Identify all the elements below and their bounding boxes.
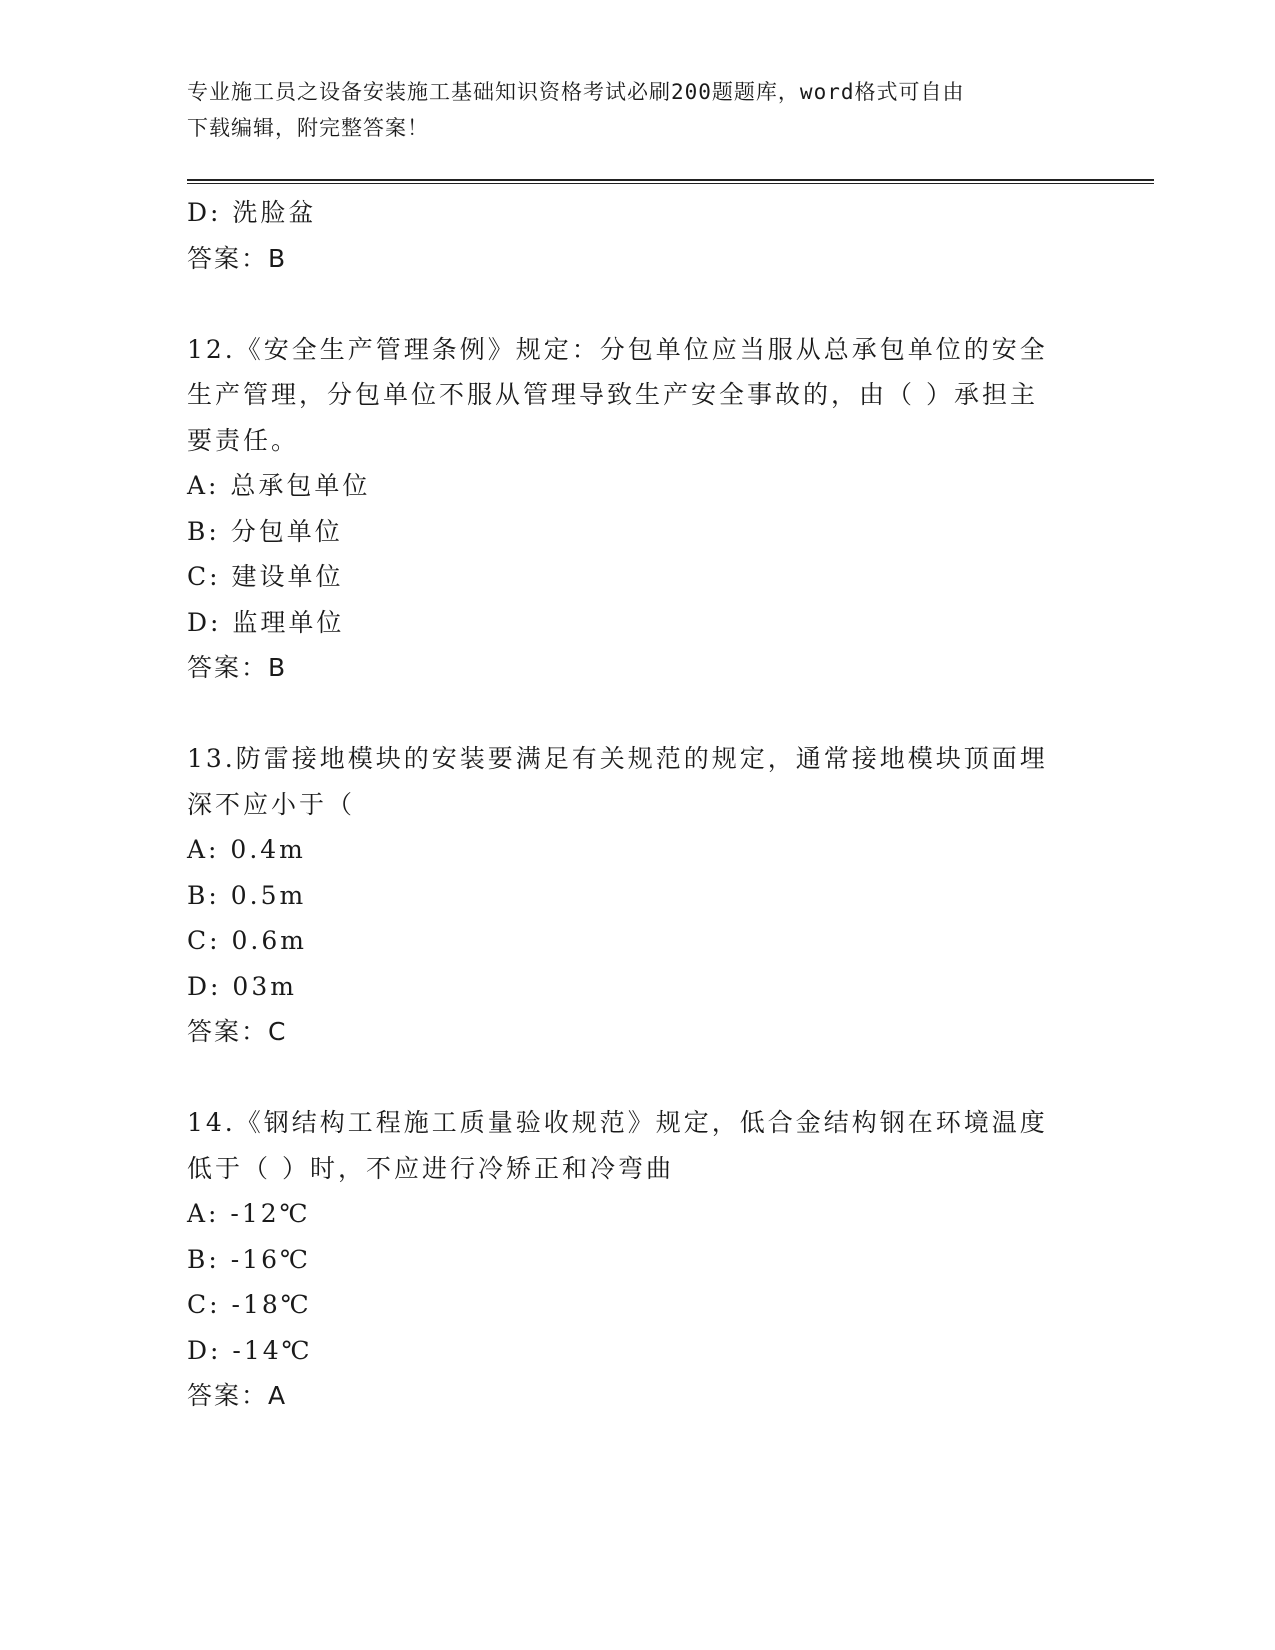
question-text-line: 生产管理，分包单位不服从管理导致生产安全事故的，由（ ）承担主 — [187, 380, 1038, 409]
option-a: A: 0.4m — [187, 835, 306, 864]
question-text-line: 14.《钢结构工程施工质量验收规范》规定，低合金结构钢在环境温度 — [187, 1108, 1048, 1137]
question-14 — [187, 1100, 1087, 1419]
option-d: D: 监理单位 — [187, 607, 345, 637]
previous-question-tail — [187, 190, 1087, 281]
question-13 — [187, 736, 1087, 1055]
option-d: D: 洗脸盆 — [187, 198, 317, 227]
header-divider-thin — [187, 183, 1154, 184]
question-text — [187, 327, 1087, 464]
question-12 — [187, 327, 1087, 691]
question-text — [187, 1100, 1087, 1191]
question-text-line: 13.防雷接地模块的安装要满足有关规范的规定，通常接地模块顶面埋 — [187, 744, 1048, 773]
answer-line: 答案：B — [187, 653, 288, 682]
question-text-line: 低于（ ）时，不应进行冷矫正和冷弯曲 — [187, 1153, 674, 1183]
option-a: A: -12℃ — [187, 1199, 311, 1228]
question-text — [187, 736, 1087, 827]
option-c: C: 建设单位 — [187, 562, 344, 591]
document-header — [187, 74, 1067, 146]
option-d: D: 03m — [187, 971, 297, 1001]
header-divider-thick — [187, 179, 1154, 181]
option-a: A: 总承包单位 — [187, 471, 371, 500]
question-text-line: 深不应小于（ — [187, 789, 356, 819]
answer-line: 答案：A — [187, 1381, 288, 1410]
option-b: B: -16℃ — [187, 1244, 311, 1274]
question-text-line: 要责任。 — [187, 425, 300, 455]
document-body — [187, 190, 1087, 1419]
header-title-line-1: 专业施工员之设备安装施工基础知识资格考试必刷200题题库，word格式可自由 — [187, 80, 965, 104]
answer-line: 答案：C — [187, 1017, 288, 1046]
option-d: D: -14℃ — [187, 1335, 313, 1365]
option-b: B: 0.5m — [187, 880, 307, 910]
question-text-line: 12.《安全生产管理条例》规定：分包单位应当服从总承包单位的安全 — [187, 334, 1048, 364]
answer-line: 答案：B — [187, 243, 288, 273]
option-c: C: -18℃ — [187, 1290, 312, 1319]
option-c: C: 0.6m — [187, 926, 307, 955]
option-b: B: 分包单位 — [187, 516, 343, 546]
header-title-line-2: 下载编辑，附完整答案！ — [187, 116, 429, 140]
